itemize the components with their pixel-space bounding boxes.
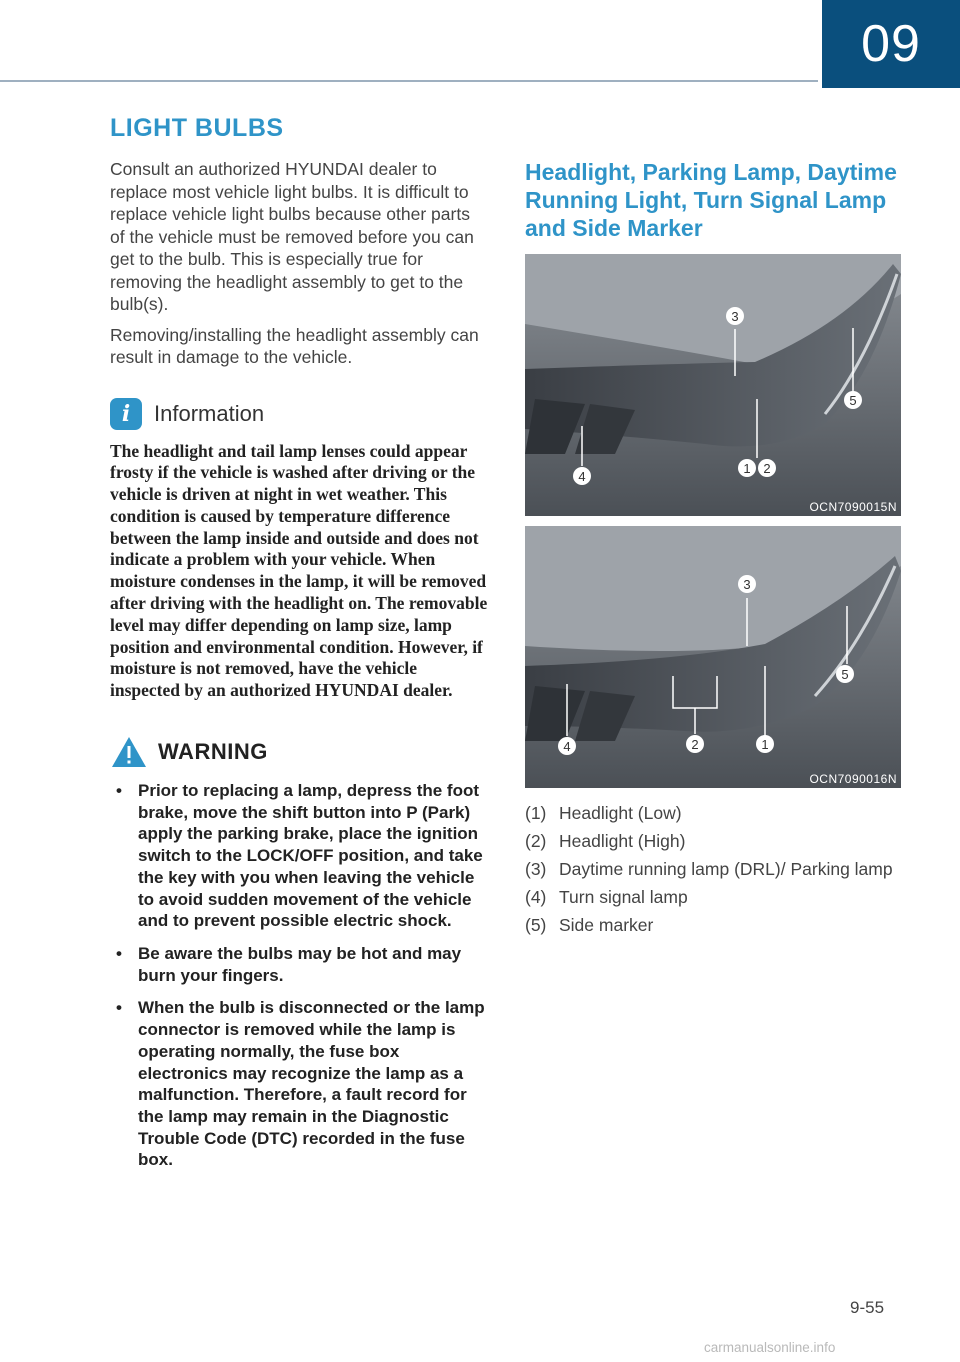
warning-list: [110, 780, 488, 1171]
header-rule: [0, 80, 818, 82]
callout-3: 3: [731, 309, 739, 324]
callout-1: 1: [743, 461, 751, 476]
intro-paragraph-1: Consult an authorized HYUNDAI dealer to replace most vehicle light bulbs. It is difficult to replace vehicle light bulbs because other parts of the vehicle must be removed before you can get to the bulb. This is especially true for removing the headlight assembly to get to the bulb(s).: [110, 159, 474, 314]
callout-4: 4: [563, 739, 571, 754]
callout-2: 2: [691, 737, 699, 752]
information-text: The headlight and tail lamp lenses could appear frosty if the vehicle is washed after driving or the vehicle is driven at night in wet weather. This condition is caused by temperature difference between the lamp inside and outside and does not indicate a problem with your vehicle. When moisture condenses in the lamp, it will be removed after driving with the headlight on. The removable level may differ depending on lamp size, lamp position and environmental condition. However, if moisture is not removed, have the vehicle inspected by an authorized HYUNDAI dealer.: [110, 440, 488, 701]
legend-item: (3) Daytime running lamp (DRL)/ Parking lamp: [525, 859, 893, 879]
chapter-tab: [822, 0, 960, 88]
page-number: 9-55: [850, 1298, 885, 1317]
info-icon: i: [110, 398, 142, 430]
headlight-illustration-1: [525, 254, 901, 516]
left-column: [110, 158, 488, 1182]
legend-item: (4) Turn signal lamp: [525, 887, 688, 907]
callout-3: 3: [743, 577, 751, 592]
warning-item: • When the bulb is disconnected or the lamp connector is removed while the lamp is operating normally, the fuse box electronics may recognize the lamp as a malfunction. Therefore, a fault record for the lamp may remain in the Diagnostic Trouble Code (DTC) recorded in the fuse box.: [116, 998, 485, 1170]
information-header: [110, 397, 488, 431]
callout-5: 5: [841, 667, 849, 682]
callout-1: 1: [761, 737, 769, 752]
warning-header: [110, 734, 488, 770]
callout-5: 5: [849, 393, 857, 408]
figure-code-2: OCN7090016N: [809, 772, 897, 786]
warning-item: • Prior to replacing a lamp, depress the foot brake, move the shift button into P (Park) apply the parking brake, place the ignition switch to the LOCK/OFF position, and take the key with you when leaving the vehicle to avoid sudden movement of the vehicle and to prevent possible electric shock.: [116, 781, 483, 931]
bulb-legend: [525, 802, 905, 936]
warning-triangle-icon: [110, 735, 148, 769]
callout-2: 2: [763, 461, 771, 476]
legend-item: (5) Side marker: [525, 915, 654, 935]
callout-4: 4: [578, 469, 586, 484]
subsection-title: Headlight, Parking Lamp, Daytime Running Light, Turn Signal Lamp and Side Marker: [525, 159, 897, 241]
legend-item: (2) Headlight (High): [525, 831, 686, 851]
watermark: carmanualsonline.info: [704, 1340, 836, 1355]
headlight-figure-1: [525, 254, 901, 516]
warning-label: WARNING: [158, 739, 268, 765]
headlight-figure-2: [525, 526, 901, 788]
information-label: Information: [154, 400, 265, 426]
right-column: [525, 158, 905, 942]
headlight-illustration-2: [525, 526, 901, 788]
chapter-number: 09: [861, 15, 921, 73]
legend-item: (1) Headlight (Low): [525, 803, 682, 823]
section-title: LIGHT BULBS: [110, 114, 284, 142]
warning-item: • Be aware the bulbs may be hot and may burn your fingers.: [116, 943, 462, 985]
intro-paragraph-2: Removing/installing the headlight assembly can result in damage to the vehicle.: [110, 324, 479, 367]
figure-code-1: OCN7090015N: [809, 500, 897, 514]
